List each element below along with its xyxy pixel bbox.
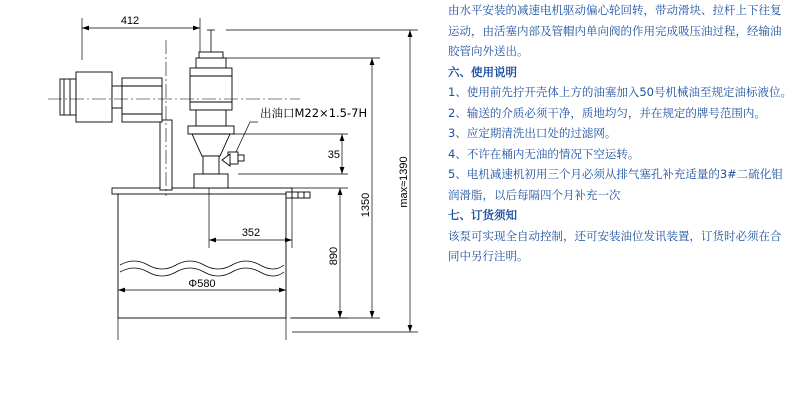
tank-extension-lines [118, 318, 286, 340]
pump-head [188, 52, 234, 188]
usage-item-3: 3、应定期清洗出口处的过滤网。 [448, 126, 617, 140]
usage-item-4: 4、不许在桶内无油的情况下空运转。 [448, 146, 640, 161]
piston-rod [207, 30, 215, 52]
dim-label-mid-height: 1350 [360, 192, 372, 218]
dim-label-max-height: max≈1390 [398, 156, 410, 208]
outlet-callout-leader [236, 122, 258, 152]
usage-item-1: 1、使用前先拧开壳体上方的油塞加入50号机械油至规定油标液位。 [448, 85, 792, 99]
section-order-heading: 七、订货须知 [448, 208, 517, 222]
dim-label-inner-width: 352 [241, 227, 261, 239]
outlet-nozzle [222, 152, 244, 166]
dim-label-diameter: Φ580 [188, 278, 216, 290]
dim-top-width [82, 18, 200, 62]
drive-motor [60, 72, 122, 122]
tank-top-flange [112, 188, 292, 194]
intro-paragraph: 由水平安装的减速电机驱动偏心轮回转，带动滑块、拉杆上下往复运动，由活塞内部及管帽内单向阀的作用完成吸压油过程，经输油胶管向外送出。 [448, 3, 782, 58]
description-text-column [448, 0, 792, 409]
usage-item-2: 2、输送的介质必须干净，质地均匀，并在规定的牌号范围内。 [448, 105, 766, 120]
dim-label-lower-height: 890 [328, 246, 340, 266]
tank-body [118, 193, 286, 318]
discharge-hose [286, 192, 310, 198]
dim-label-small-vertical: 35 [327, 149, 340, 161]
gearbox [122, 78, 162, 122]
dim-label-top-width: 412 [120, 15, 140, 27]
order-item-1: 该泵可实现全自动控制，还可安装油位发讯装置，订货时必须在合同中另行注明。 [448, 228, 782, 263]
section-usage-heading: 六、使用说明 [448, 64, 517, 79]
usage-item-5: 5、电机减速机初用三个月必须从排气塞孔补充适量的3#二硫化钼润滑脂，以后每隔四个月补充一次 [448, 167, 783, 202]
outlet-label: 出油口M22×1.5-7H [260, 106, 368, 120]
